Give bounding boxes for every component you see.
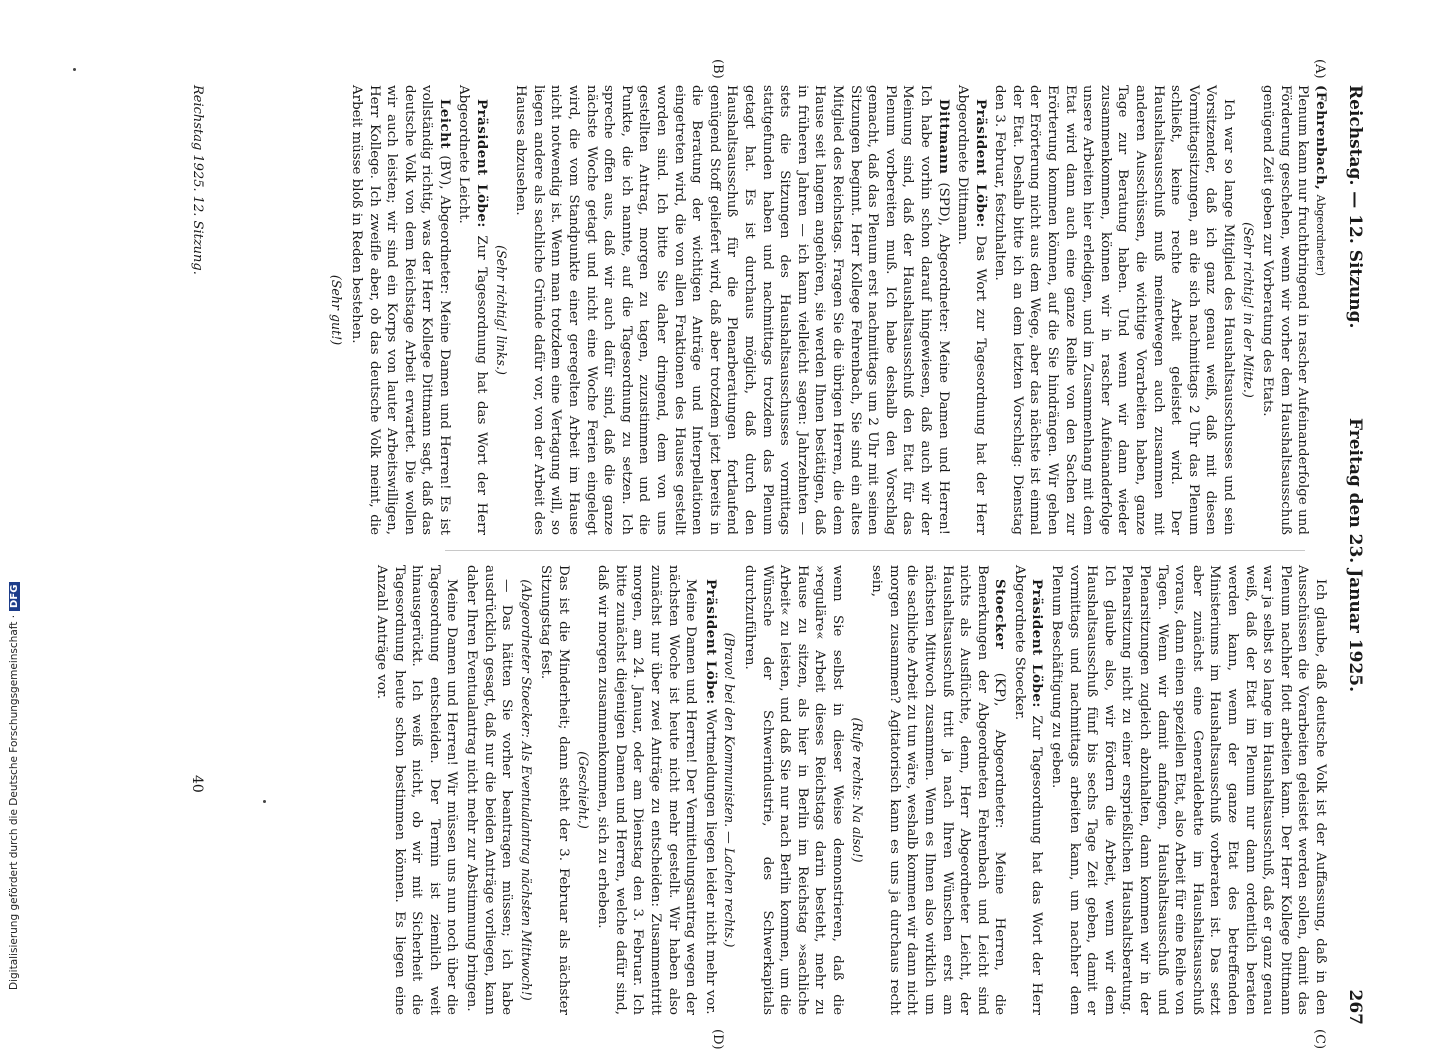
paragraph — [512, 85, 952, 535]
speaker-role: (KP), Abgeordneter: — [992, 672, 1008, 829]
speaker-name: Präsident Löbe: — [702, 579, 719, 705]
speech-text: — Das hätten Sie vorher beantragen müssen; ich habe ausdrücklich gesagt, daß nur die beiden Anträge vorliegen, kann daher Ihren Eventualantrag nicht mehr zur Abstimmung bringen. — [464, 565, 515, 1015]
speaker-name: Präsident Löbe: — [1029, 579, 1046, 708]
speaker-name: Leicht — [436, 99, 453, 150]
interjection: (Geschieht.) — [575, 751, 591, 829]
speech-text: Das Wort zur Tagesordnung hat der Herr Abgeordnete Dittmann. — [955, 85, 988, 535]
header-page-number: 267 — [1345, 989, 1365, 1025]
footer-page-marker: 40 — [189, 775, 205, 793]
document-page — [145, 59, 1365, 1050]
speaker-name: Dittmann — [935, 99, 952, 175]
interjection: (Sehr richtig! links.) — [493, 245, 509, 375]
paragraph — [347, 85, 453, 535]
speech-text: Zur Tagesordnung hat das Wort der Herr Abgeordnete Stoecker. — [1011, 565, 1045, 1015]
left-column — [326, 85, 1329, 535]
paragraph — [868, 565, 1009, 1015]
interjection: (Abgeordneter Stoecker: Als Eventualantrag nächsten Mittwoch!) — [518, 579, 534, 1001]
speech-text: Ich glaube, daß deutsche Volk ist der Auffassung, daß in den Ausschüssen die Vorarbeiten geleistet werden sollen, damit das Plenum nachher flott arbeiten kann. Der Herr Kollege Dittmann war ja selbst so lange im Haushaltsausschuß, daß er ganz genau weiß, daß der Etat im Plenum nur dann ordentlich beraten werden kann, wenn der ganze Etat des betreffenden Ministeriums im Haushaltsausschuß vorberaten ist. Das setzt aber zunächst eine Generaldebatte im Haushaltsausschuß voraus, dann einen speziellen Etat, also Arbeit für eine Reihe von Tagen. Wenn wir damit anfangen, Haushaltsausschuß und Plenarsitzungen zugleich abzuhalten, dann kommen wir in der Plenarsitzung nicht zu einer ersprießlichen Haushaltsberatung. Ich glaube also, wir fördern die Arbeit, wenn wir dem Haushaltsausschuß fünf bis sechs Tage Zeit geben, damit er vormittags und nachmittags arbeiten kann, um nachher dem Plenum Beschäftigung zu geben. — [1049, 565, 1328, 1015]
interjection: (Sehr richtig! in der Mitte.) — [1240, 222, 1256, 398]
speaker-role: (BV), Abgeordneter: — [436, 155, 452, 295]
column-divider — [445, 550, 1305, 551]
digitization-credit — [8, 582, 20, 990]
interjection: (Rufe rechts: Na also!) — [849, 717, 865, 863]
interjection: (Bravo! bei den Kommunisten. — Lachen rechts.) — [722, 632, 738, 948]
speech-text: Wortmeldungen liegen leider nicht mehr vor. — [702, 708, 718, 1015]
margin-mark-b: (B) — [710, 59, 725, 79]
page-header — [1335, 85, 1365, 1025]
header-session: Reichstag. — 12. Sitzung. — [1345, 85, 1365, 329]
speech-text: Das ist die Minderheit; dann steht der 3. Februar als nächster Sitzungstag fest. — [538, 565, 572, 1015]
footer-volume: Reichstag 1925. 12. Sitzung. — [190, 85, 205, 275]
speaker-name: Präsident Löbe: — [474, 99, 491, 228]
speaker-name: Präsident Löbe: — [972, 99, 989, 228]
paragraph — [954, 85, 989, 535]
paragraph — [701, 565, 719, 1015]
speech-text: Meine Damen und Herren! Der Vermittelungsantrag wegen der nächsten Woche ist heute nicht mehr gestellt. Wir haben also zunächst nur über zwei Anträge zu entscheiden: Zusammentritt morgen, am 24. Januar, oder am Dienstag den 3. Februar. Ich bitte zunächst diejenigen Damen und Herren, welche dafür sind, daß wir morgen zusammenkommen, sich zu erheben. — [595, 565, 699, 1015]
speech-text: Meine Herren, die Bemerkungen der Abgeordneten Fehrenbach und Leicht sind nichts als Ausflüchte, denn, Herr Abgeordneter Leicht, der Haushaltsausschuß tritt ja nach Ihren Wünschen erst am nächsten Mittwoch zusammen. Wenn es Ihnen also wirklich um die sachliche Arbeit zu tun wäre, weshalb kommen wir dann nicht morgen zusammen? Agitatorisch kann es uns ja durchaus recht sein, — [869, 565, 1008, 1016]
header-date: Freitag den 23. Januar 1925. — [1345, 417, 1365, 693]
speech-text: Meine Damen und Herren! Es ist vollständig richtig, was der Herr Kollege Dittmann sagt, daß das deutsche Volk von dem Reichstage Arbeit erwartet. Die wollen wir auch leisten; wir sind ein Korps von lauter Arbeitswilligen, Herr Kollege. Ich zweifle aber, ob das deutsche Volk meint, die Arbeit müsse bloß in Reden bestehen. — [348, 85, 452, 535]
speech-text: Meine Damen und Herren! Wir müssen uns nun noch über die Tagesordnung entscheiden. Der Termin ist ziemlich weit hinausgerückt. Ich weiß nicht, ob wir mit Sicherheit die Tagesordnung heute schon bestimmen können. Es liegen eine Anzahl Anträge vor. — [374, 565, 460, 1015]
scan-speck — [73, 68, 76, 71]
credit-text: Digitalisierung gefördert durch die Deutsche Forschungsgemeinschaft · — [8, 614, 20, 990]
paragraph — [455, 85, 490, 535]
speech-text: Ich war so lange Mitglied des Haushaltsausschusses und sein Vorsitzender, daß ich ganz genau weiß, daß mit diesen Vormittagsitzungen, an die sich nachmittags 2 Uhr das Plenum schließt, keine rechte Arbeit geleistet wird. Der Haushaltsausschuß muß meinetwegen auch zusammen mit anderen Ausschüssen, die wichtige Vorarbeiten haben, ganze Tage zur Beratung haben. Und wenn wir dann wieder zusammenkommen, können wir in rascher Aufeinanderfolge unsere Arbeiten hier erledigen, und im Zusammenhang mit dem Etat wird dann auch eine ganze Reihe von den Sachen zur Erörterung kommen können, auf die Sie hindrängen. Wir gehen der Erörterung nicht aus dem Wege, aber das nächste ist einmal der Etat. Deshalb bitte ich an dem letzten Vorschlag: Dienstag den 3. Februar, festzuhalten. — [992, 85, 1237, 535]
speech-text: Meine Damen und Herren! Ich habe vorhin schon darauf hingewiesen, daß auch wir der Meinung sind, daß der Haushaltsausschuß den Etat für das Plenum vorbereiten muß. Ich habe deshalb den Vorschlag gemacht, daß das Plenum erst nachmittags um 2 Uhr mit seinen Sitzungen beginnt. Herr Kollege Fehrenbach, Sie sind ein altes Mitglied des Reichstags. Fragen Sie die übrigen Herren, die dem Hause seit langem angehören, sie werden Ihnen bestätigen, daß in früheren Jahren — ich kann vielleicht sagen: Jahrzehnten — stets die Sitzungen des Haushaltsausschusses vormittags stattgefunden haben und nachmittags trotzdem das Plenum getagt hat. Es ist durchaus möglich, daß durch den Haushaltsausschuß für die Plenarberatungen fortlaufend genügend Stoff geliefert wird, daß aber trotzdem jetzt bereits in die Beratung der wichtigen Anträge und Interpellationen eingetreten wird, die von allen Fraktionen des Hauses gestellt worden sind. Ich bitte Sie daher dringend, dem von uns gestellten Antrag, morgen zu tagen, zuzustimmen und die Punkte, die ich nannte, auf die Tagesordnung zu setzen. Ich spreche offen aus, daß wir auch dafür sind, daß die ganze nächste Woche getagt und nicht eine Woche Ferien eingelegt wird, die vom Standpunkte einer geregelten Arbeit im Hause nicht notwendig ist. Wenn man trotzdem eine Vertagung will, so liegen andere als sachliche Gründe dafür vor, von der Arbeit des Hauses abzusehen. — [513, 85, 951, 536]
dfg-logo-icon: DFG — [9, 582, 20, 611]
right-column — [371, 565, 1329, 1015]
speaker-role: Abgeordneter) — [1314, 194, 1327, 277]
speech-text: wenn Sie selbst in dieser Weise demonstrieren, daß die »reguläre« Arbeit dieses Reichstags darin besteht, mehr zu Hause zu sitzen, als hier in Berlin im Reichstag »sachliche Arbeit« zu leisten, und daß Sie nur nach Berlin kommen, um die Wünsche der Schwerindustrie, des Schwerkapitals durchzuführen. — [742, 565, 845, 1015]
scan-speck — [263, 800, 266, 803]
margin-mark-c: (C) — [1312, 1029, 1327, 1050]
speech-text: Zur Tagesordnung hat das Wort der Herr Abgeordnete Leicht. — [456, 85, 490, 535]
paragraph — [1010, 565, 1045, 1015]
speaker-name: (Fehrenbach, — [1313, 85, 1329, 191]
interjection: (Sehr gut!) — [329, 274, 345, 346]
margin-mark-a: (A) — [1312, 59, 1327, 79]
speaker-name: Stoecker — [992, 579, 1009, 650]
speech-text: Plenum kann nur fruchtbringend in rascher Aufeinanderfolge und Förderung geschehen, wenn wir vorher dem Haushaltsausschuß genügend Zeit geben zur Vorberatung des Etats. — [1260, 85, 1311, 535]
margin-mark-d: (D) — [710, 1029, 725, 1050]
speaker-role: (SPD), Abgeordneter: — [935, 182, 951, 333]
paragraph — [1259, 85, 1329, 535]
